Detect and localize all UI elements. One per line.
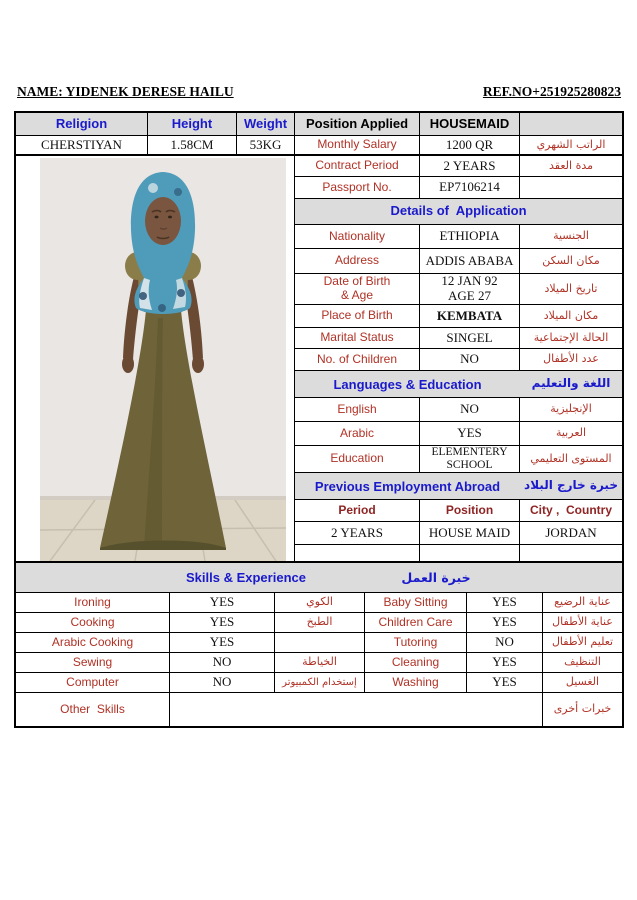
education-arabic: المستوى التعليمي bbox=[530, 451, 612, 465]
dob-value-line1: 12 JAN 92 bbox=[441, 274, 498, 289]
employment-empty-position bbox=[420, 545, 520, 561]
skill-childrencare-arabic: عناية الأطفال bbox=[552, 615, 613, 629]
skills-section-header bbox=[16, 563, 622, 593]
dob-label-line2: & Age bbox=[340, 288, 374, 302]
education-value: ELEMENTERY SCHOOL bbox=[420, 446, 520, 472]
employment-header-row bbox=[295, 500, 622, 522]
english-label: English bbox=[295, 398, 420, 421]
height-value: 1.58CM bbox=[148, 136, 237, 154]
skill-tutoring-arabic: تعليم الأطفال bbox=[551, 635, 614, 649]
height-header: Height bbox=[148, 113, 237, 135]
employment-city-value: JORDAN bbox=[545, 524, 597, 540]
contract-period-value: 2 YEARS bbox=[420, 156, 520, 176]
skill-arabiccooking-label: Arabic Cooking bbox=[16, 633, 170, 652]
skill-childrencare-label: Children Care bbox=[365, 613, 467, 632]
employment-record-row bbox=[295, 522, 622, 545]
arabic-arabic: العربية bbox=[555, 426, 587, 440]
skill-cooking-arabic: الطبخ bbox=[275, 613, 365, 632]
dob-value-line2: AGE 27 bbox=[448, 288, 491, 303]
dob-value bbox=[420, 274, 520, 304]
details-section-title: Details of Application bbox=[390, 203, 527, 219]
city-country-header: City , Country bbox=[529, 502, 612, 517]
languages-section-title-arabic: اللغة والتعليم bbox=[531, 376, 611, 391]
skill-row-arabic-cooking bbox=[16, 633, 622, 653]
table-header-row bbox=[16, 113, 622, 136]
applicant-photo bbox=[40, 158, 286, 561]
arabic-value: YES bbox=[420, 422, 520, 445]
skills-section-title-arabic: خبرة العمل bbox=[401, 570, 471, 585]
skill-childrencare-value: YES bbox=[467, 613, 543, 632]
skill-washing-arabic: الغسيل bbox=[565, 675, 600, 689]
english-row bbox=[295, 398, 622, 422]
skill-sewing-label: Sewing bbox=[16, 653, 170, 672]
cv-table bbox=[14, 111, 624, 728]
dob-row bbox=[295, 274, 622, 305]
skill-cleaning-arabic: التنظيف bbox=[564, 655, 601, 669]
nationality-arabic: الجنسية bbox=[553, 229, 589, 243]
place-of-birth-label: Place of Birth bbox=[295, 305, 420, 327]
other-skills-empty bbox=[170, 693, 543, 726]
skill-cooking-value: YES bbox=[170, 613, 275, 632]
skill-arabiccooking-arabic bbox=[275, 633, 365, 652]
skill-cleaning-label: Cleaning bbox=[365, 653, 467, 672]
contract-period-arabic: مدة العقد bbox=[549, 158, 593, 172]
address-label: Address bbox=[295, 249, 420, 273]
skill-computer-arabic: إستخدام الكمبيوتر bbox=[275, 673, 365, 692]
dob-label-line1: Date of Birth bbox=[323, 274, 391, 289]
english-arabic: الإنجليزية bbox=[550, 402, 592, 416]
details-section-header bbox=[295, 199, 622, 225]
other-skills-arabic: خبرات أخرى bbox=[553, 702, 612, 716]
dob-arabic: تاريخ الميلاد bbox=[544, 281, 598, 295]
position-value: HOUSEMAID bbox=[420, 113, 520, 135]
arabic-row bbox=[295, 422, 622, 446]
employment-empty-period bbox=[295, 545, 420, 561]
skill-sewing-arabic: الخياطة bbox=[275, 653, 365, 672]
nationality-label: Nationality bbox=[295, 225, 420, 248]
details-column bbox=[295, 156, 622, 561]
skill-washing-label: Washing bbox=[365, 673, 467, 692]
languages-section-title: Languages & Education bbox=[333, 376, 482, 392]
table-body bbox=[16, 156, 622, 563]
reference-number: REF.NO+251925280823 bbox=[482, 84, 621, 99]
employment-section-title: Previous Employment Abroad bbox=[314, 478, 501, 494]
skill-ironing-label: Ironing bbox=[16, 593, 170, 612]
position-applied-header: Position Applied bbox=[295, 113, 420, 135]
other-skills-row bbox=[16, 693, 622, 726]
employment-section-header bbox=[295, 473, 622, 500]
marital-status-label: Marital Status bbox=[295, 328, 420, 348]
skills-section-title: Skills & Experience bbox=[186, 570, 306, 585]
education-row bbox=[295, 446, 622, 473]
employment-empty-row bbox=[295, 545, 622, 561]
weight-header: Weight bbox=[237, 113, 295, 135]
languages-section-header bbox=[295, 371, 622, 398]
skill-arabiccooking-value: YES bbox=[170, 633, 275, 652]
dob-label bbox=[295, 274, 420, 304]
period-header: Period bbox=[295, 500, 420, 521]
header-empty-cell bbox=[520, 113, 622, 135]
nationality-row bbox=[295, 225, 622, 249]
employment-period-value: 2 YEARS bbox=[295, 522, 420, 544]
children-label: No. of Children bbox=[295, 349, 420, 370]
children-row bbox=[295, 349, 622, 371]
skill-ironing-arabic: الكوي bbox=[275, 593, 365, 612]
skill-row-sewing bbox=[16, 653, 622, 673]
skill-computer-value: NO bbox=[170, 673, 275, 692]
nationality-value: ETHIOPIA bbox=[420, 225, 520, 248]
skill-row-ironing bbox=[16, 593, 622, 613]
employment-position-value: HOUSE MAID bbox=[420, 522, 520, 544]
marital-status-row bbox=[295, 328, 622, 349]
weight-value: 53KG bbox=[237, 136, 295, 154]
contract-period-label: Contract Period bbox=[295, 156, 420, 176]
address-arabic: مكان السكن bbox=[542, 253, 600, 267]
passport-label: Passport No. bbox=[295, 177, 420, 198]
passport-row bbox=[295, 177, 622, 199]
other-skills-label: Other Skills bbox=[16, 693, 170, 726]
marital-status-value: SINGEL bbox=[420, 328, 520, 348]
skill-row-cooking bbox=[16, 613, 622, 633]
skill-tutoring-value: NO bbox=[467, 633, 543, 652]
monthly-salary-label: Monthly Salary bbox=[295, 136, 420, 154]
monthly-salary-arabic: الراتب الشهري bbox=[536, 137, 606, 151]
religion-header: Religion bbox=[16, 113, 148, 135]
skill-babysitting-value: YES bbox=[467, 593, 543, 612]
religion-value: CHERSTIYAN bbox=[16, 136, 148, 154]
place-of-birth-value: KEMBATA bbox=[420, 305, 520, 327]
education-label: Education bbox=[295, 446, 420, 472]
document-header bbox=[17, 84, 621, 100]
passport-value: EP7106214 bbox=[420, 177, 520, 198]
passport-arabic-empty bbox=[520, 177, 622, 198]
address-row bbox=[295, 249, 622, 274]
skill-washing-value: YES bbox=[467, 673, 543, 692]
monthly-salary-value: 1200 QR bbox=[420, 136, 520, 154]
photo-cell bbox=[16, 156, 295, 561]
marital-status-arabic: الحالة الإجتماعية bbox=[533, 330, 609, 344]
skill-tutoring-label: Tutoring bbox=[365, 633, 467, 652]
children-arabic: عدد الأطفال bbox=[543, 352, 599, 366]
place-of-birth-arabic: مكان الميلاد bbox=[543, 308, 599, 322]
position-header: Position bbox=[420, 500, 520, 521]
skill-babysitting-arabic: عناية الرضيع bbox=[554, 595, 611, 609]
address-value: ADDIS ABABA bbox=[420, 249, 520, 273]
skill-computer-label: Computer bbox=[16, 673, 170, 692]
skill-cooking-label: Cooking bbox=[16, 613, 170, 632]
skill-ironing-value: YES bbox=[170, 593, 275, 612]
skill-row-computer bbox=[16, 673, 622, 693]
arabic-label: Arabic bbox=[295, 422, 420, 445]
place-of-birth-row bbox=[295, 305, 622, 328]
skill-cleaning-value: YES bbox=[467, 653, 543, 672]
skill-babysitting-label: Baby Sitting bbox=[365, 593, 467, 612]
personal-stats-row bbox=[16, 136, 622, 156]
employment-empty-city bbox=[520, 545, 622, 561]
children-value: NO bbox=[420, 349, 520, 370]
skill-sewing-value: NO bbox=[170, 653, 275, 672]
english-value: NO bbox=[420, 398, 520, 421]
applicant-name: NAME: YIDENEK DERESE HAILU bbox=[17, 84, 234, 99]
contract-period-row bbox=[295, 156, 622, 177]
employment-section-title-arabic: خبرة خارج البلاد bbox=[524, 478, 618, 493]
